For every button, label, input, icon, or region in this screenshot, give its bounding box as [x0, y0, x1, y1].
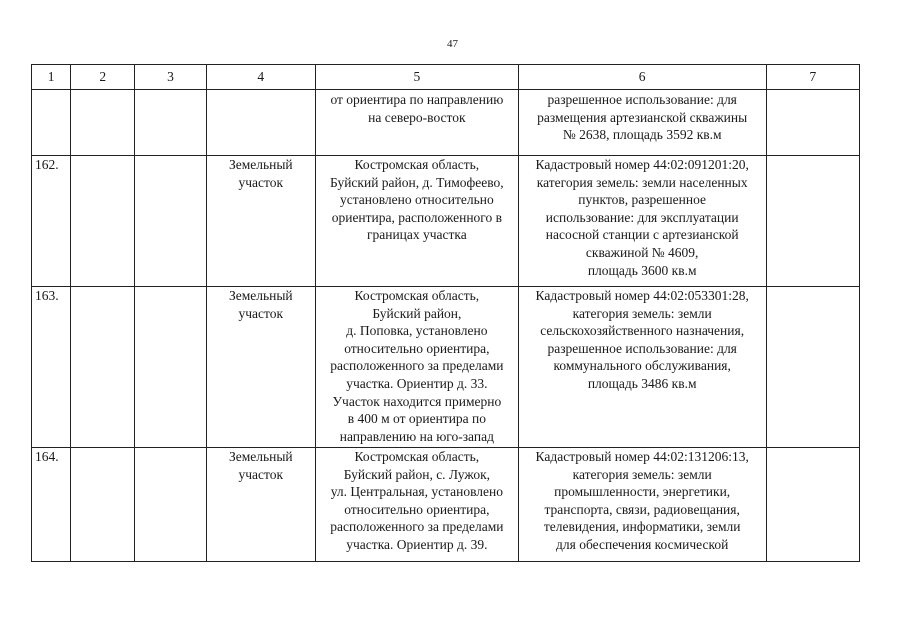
table-row [32, 287, 860, 448]
description-line: сельскохозяйственного назначения, [540, 323, 745, 339]
col-3-cell [135, 448, 206, 562]
header-col-1: 1 [32, 65, 71, 90]
col-7-cell [766, 156, 859, 287]
address-line: Участок находится примерно [332, 393, 502, 409]
description-line: категория земель: земли [572, 466, 712, 482]
address-line: д. Поповка, установлено [346, 323, 488, 339]
address-line: на северо-восток [368, 109, 466, 125]
address-cell [316, 156, 519, 287]
object-type-cell [206, 287, 315, 448]
object-type-cell [206, 156, 315, 287]
description-line: категория земель: земли населенных [536, 174, 748, 190]
description-line: транспорта, связи, радиовещания, [544, 501, 740, 517]
description-line: телевидения, информатики, земли [543, 519, 741, 535]
header-col-4: 4 [206, 65, 315, 90]
row-number-cell: 162. [32, 156, 71, 287]
address-line: Буйский район, с. Лужок, [343, 466, 490, 482]
table-row [32, 90, 860, 156]
description-line: промышленности, энергетики, [554, 484, 731, 500]
address-line: Буйский район, [372, 305, 462, 321]
header-row [32, 65, 860, 90]
row-number-cell: 164. [32, 448, 71, 562]
address-line: Костромская область, [354, 449, 480, 464]
col-3-cell [135, 287, 206, 448]
description-line: категория земель: земли [572, 305, 712, 321]
description-cell [518, 90, 766, 156]
row-number-cell [32, 90, 71, 156]
address-cell [316, 448, 519, 562]
address-line: в 400 м от ориентира по [347, 411, 487, 427]
address-line: границах участка [366, 227, 467, 243]
object-type-cell [206, 90, 315, 156]
description-line: скважиной № 4609, [585, 244, 699, 260]
object-type-line: Земельный [228, 157, 293, 172]
address-line: Костромская область, [354, 157, 480, 172]
table-row [32, 448, 860, 562]
description-line: размещения артезианской скважины [537, 109, 748, 125]
header-col-7: 7 [766, 65, 859, 90]
description-line: площадь 3486 кв.м [587, 375, 697, 391]
row-number-cell: 163. [32, 287, 71, 448]
description-cell [518, 448, 766, 562]
description-cell [518, 156, 766, 287]
address-line: ориентира, расположенного в [331, 209, 502, 225]
land-registry-table [31, 64, 860, 562]
object-type-cell [206, 448, 315, 562]
description-line: Кадастровый номер 44:02:091201:20, [535, 157, 749, 172]
col-2-cell [71, 156, 135, 287]
address-line: участка. Ориентир д. 39. [346, 536, 488, 552]
description-line: разрешенное использование: для [547, 92, 737, 107]
description-line: использование: для эксплуатации [545, 209, 739, 225]
col-2-cell [71, 287, 135, 448]
description-line: площадь 3600 кв.м [587, 262, 697, 278]
col-2-cell [71, 90, 135, 156]
description-line: Кадастровый номер 44:02:131206:13, [535, 449, 749, 464]
description-line: насосной станции с артезианской [545, 227, 739, 243]
object-type-line: участок [238, 466, 284, 482]
address-line: направлению на юго-запад [339, 428, 494, 444]
object-type-line: участок [238, 174, 284, 190]
address-line: Буйский район, д. Тимофеево, [330, 174, 504, 190]
description-line: для обеспечения космической [556, 536, 729, 552]
address-line: Костромская область, [354, 288, 480, 303]
address-cell [316, 90, 519, 156]
description-line: Кадастровый номер 44:02:053301:28, [535, 288, 749, 303]
address-line: установлено относительно [339, 192, 494, 208]
object-type-line: Земельный [228, 288, 293, 303]
description-line: коммунального обслуживания, [553, 358, 731, 374]
description-line: № 2638, площадь 3592 кв.м [562, 127, 722, 143]
address-line: от ориентира по направлению [330, 92, 504, 107]
address-line: расположенного за пределами [330, 519, 504, 535]
page-number: 47 [447, 38, 458, 50]
header-col-5: 5 [316, 65, 519, 90]
col-3-cell [135, 156, 206, 287]
description-line: пунктов, разрешенное [578, 192, 707, 208]
header-col-3: 3 [135, 65, 206, 90]
description-cell [518, 287, 766, 448]
header-col-2: 2 [71, 65, 135, 90]
header-col-6: 6 [518, 65, 766, 90]
address-line: относительно ориентира, [344, 501, 490, 517]
table-body [32, 90, 860, 562]
object-type-line: Земельный [228, 449, 293, 464]
table-row [32, 156, 860, 287]
col-2-cell [71, 448, 135, 562]
address-line: участка. Ориентир д. 33. [346, 375, 488, 391]
object-type-line: участок [238, 305, 284, 321]
col-7-cell [766, 90, 859, 156]
address-line: ул. Центральная, установлено [330, 484, 503, 500]
description-line: разрешенное использование: для [547, 340, 737, 356]
address-line: относительно ориентира, [344, 340, 490, 356]
col-7-cell [766, 448, 859, 562]
col-7-cell [766, 287, 859, 448]
address-cell [316, 287, 519, 448]
col-3-cell [135, 90, 206, 156]
address-line: расположенного за пределами [330, 358, 504, 374]
